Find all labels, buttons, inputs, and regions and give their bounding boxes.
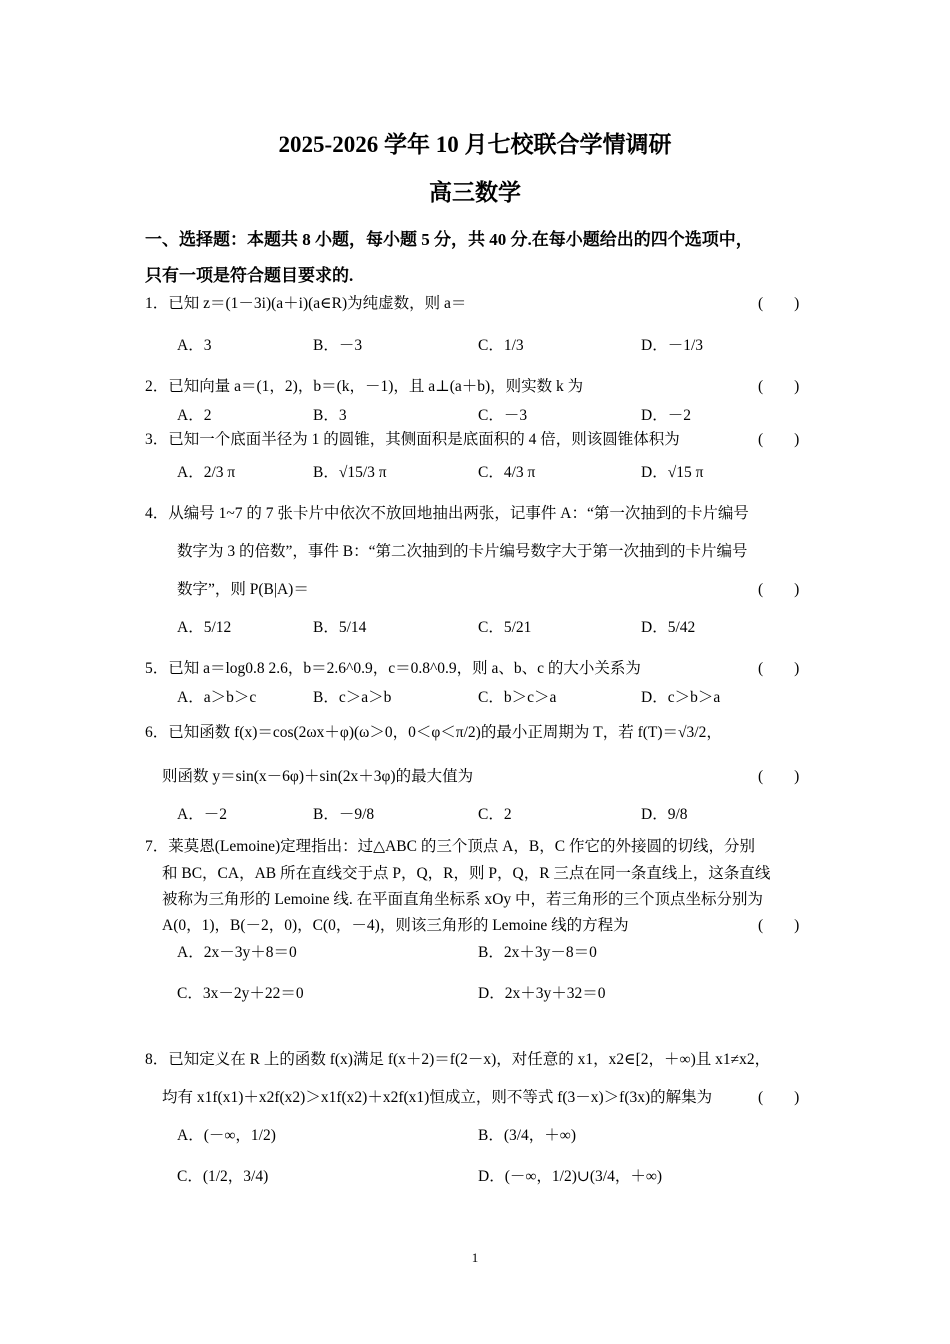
q8-option-c: C．(1/2，3/4) — [177, 1168, 269, 1185]
section-heading-line1: 一、选择题：本题共 8 小题，每小题 5 分，共 40 分.在每小题给出的四个选项中， — [145, 230, 753, 249]
q7-stem-line1: 7．莱莫恩(Lemoine)定理指出：过△ABC 的三个顶点 A，B，C 作它的外接圆的切线，分别 — [145, 838, 755, 855]
q7-option-d: D．2x＋3y＋32＝0 — [478, 985, 606, 1002]
q6-option-c: C．2 — [478, 806, 512, 823]
q5-stem: 5．已知 a＝log0.8 2.6，b＝2.6^0.9，c＝0.8^0.9，则 a、b、c 的大小关系为 — [145, 660, 641, 677]
q2-stem: 2．已知向量 a＝(1，2)，b＝(k，－1)，且 a⊥(a＋b)，则实数 k 为 — [145, 378, 584, 395]
q6-stem-line1: 6．已知函数 f(x)＝cos(2ωx＋φ)(ω＞0，0＜φ＜π/2)的最小正周期为 T，若 f(T)＝√3/2， — [145, 724, 722, 741]
q2-option-c: C．－3 — [478, 407, 528, 424]
q5-option-c: C．b＞c＞a — [478, 689, 557, 706]
q2-answer-paren: ( ) — [758, 378, 800, 395]
q4-stem-line3: 数字”，则 P(B|A)＝ — [177, 581, 309, 598]
q6-stem-line2: 则函数 y＝sin(x－6φ)＋sin(2x＋3φ)的最大值为 — [162, 768, 474, 785]
q4-option-b: B．5/14 — [313, 619, 367, 636]
q8-stem-line1: 8．已知定义在 R 上的函数 f(x)满足 f(x＋2)＝f(2－x)，对任意的 x1，x2∈[2，＋∞)且 x1≠x2， — [145, 1051, 771, 1068]
q5-option-d: D．c＞b＞a — [641, 689, 721, 706]
q3-option-b: B．√15/3 π — [313, 464, 387, 481]
q3-stem: 3．已知一个底面半径为 1 的圆锥，其侧面积是底面积的 4 倍，则该圆锥体积为 — [145, 431, 680, 448]
exam-subtitle: 高三数学 — [429, 180, 521, 205]
q1-option-b: B．－3 — [313, 337, 363, 354]
q8-option-b: B．(3/4，＋∞) — [478, 1127, 577, 1144]
q3-option-c: C．4/3 π — [478, 464, 536, 481]
q8-option-a: A．(－∞，1/2) — [177, 1127, 276, 1144]
q1-option-a: A．3 — [177, 337, 212, 354]
q7-stem-line3: 被称为三角形的 Lemoine 线. 在平面直角坐标系 xOy 中，若三角形的三个顶点坐标分别为 — [162, 891, 764, 908]
q4-stem-line2: 数字为 3 的倍数”，事件 B：“第二次抽到的卡片编号数字大于第一次抽到的卡片编号 — [177, 543, 748, 560]
q6-answer-paren: ( ) — [758, 768, 800, 785]
q3-option-d: D．√15 π — [641, 464, 704, 481]
q8-option-d: D．(－∞，1/2)∪(3/4，＋∞) — [478, 1168, 663, 1185]
q7-option-b: B．2x＋3y－8＝0 — [478, 944, 597, 961]
q6-option-b: B．－9/8 — [313, 806, 375, 823]
q2-option-d: D．－2 — [641, 407, 691, 424]
q7-answer-paren: ( ) — [758, 917, 800, 934]
q2-option-a: A．2 — [177, 407, 212, 424]
q7-option-c: C．3x－2y＋22＝0 — [177, 985, 304, 1002]
section-heading-line2: 只有一项是符合题目要求的. — [145, 266, 354, 285]
q1-option-d: D．－1/3 — [641, 337, 704, 354]
q1-option-c: C．1/3 — [478, 337, 524, 354]
q8-answer-paren: ( ) — [758, 1089, 800, 1106]
exam-title: 2025-2026 学年 10 月七校联合学情调研 — [278, 132, 672, 157]
q7-stem-line2: 和 BC，CA，AB 所在直线交于点 P，Q，R，则 P，Q，R 三点在同一条直线上，这条直线 — [162, 865, 771, 882]
q3-answer-paren: ( ) — [758, 431, 800, 448]
q6-option-d: D．9/8 — [641, 806, 688, 823]
q5-answer-paren: ( ) — [758, 660, 800, 677]
q3-option-a: A．2/3 π — [177, 464, 236, 481]
q1-answer-paren: ( ) — [758, 295, 800, 312]
page-number: 1 — [471, 1250, 479, 1265]
q6-option-a: A．－2 — [177, 806, 227, 823]
q5-option-b: B．c＞a＞b — [313, 689, 392, 706]
q4-option-c: C．5/21 — [478, 619, 532, 636]
q2-option-b: B．3 — [313, 407, 347, 424]
q8-stem-line2: 均有 x1f(x1)＋x2f(x2)＞x1f(x2)＋x2f(x1)恒成立，则不等式 f(3－x)＞f(3x)的解集为 — [162, 1089, 713, 1106]
q1-stem: 1．已知 z＝(1－3i)(a＋i)(a∈R)为纯虚数，则 a＝ — [145, 295, 467, 312]
q4-stem-line1: 4．从编号 1~7 的 7 张卡片中依次不放回地抽出两张，记事件 A：“第一次抽到的卡片编号 — [145, 505, 749, 522]
q4-answer-paren: ( ) — [758, 581, 800, 598]
q7-option-a: A．2x－3y＋8＝0 — [177, 944, 297, 961]
q5-option-a: A．a＞b＞c — [177, 689, 257, 706]
q4-option-a: A．5/12 — [177, 619, 232, 636]
q4-option-d: D．5/42 — [641, 619, 696, 636]
q7-stem-line4: A(0，1)，B(－2，0)，C(0，－4)，则该三角形的 Lemoine 线的方程为 — [162, 917, 629, 934]
